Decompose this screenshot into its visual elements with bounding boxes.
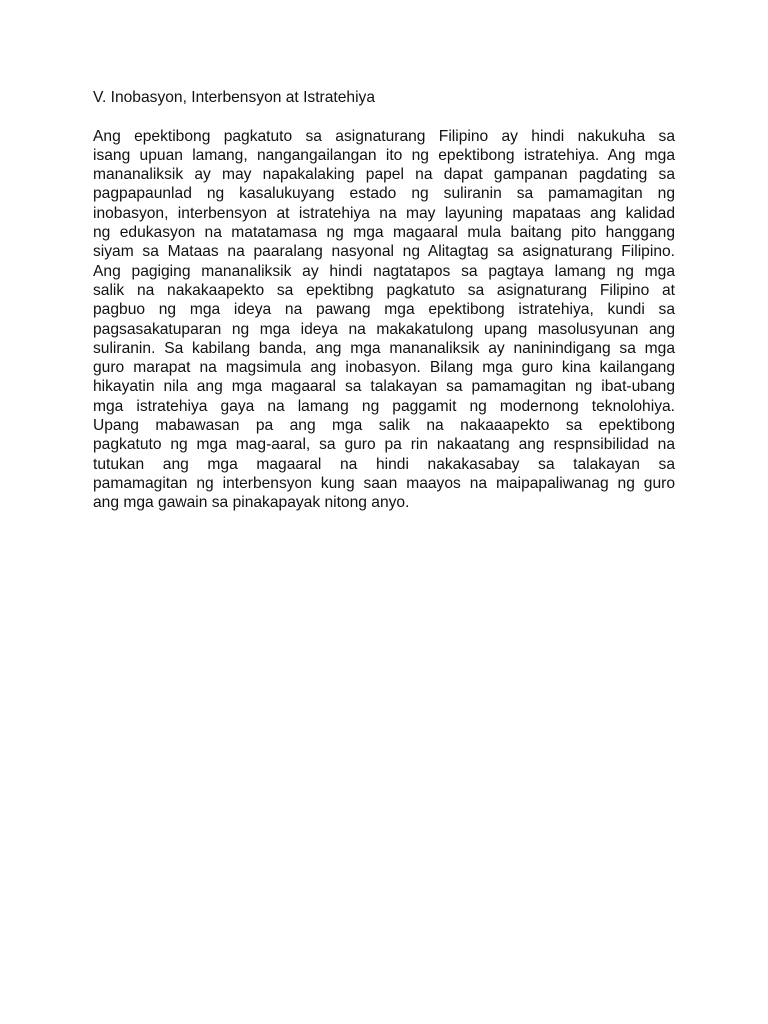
paragraph-line: guro marapat na magsimula ang inobasyon. Bilang mga guro kina kailangang [93, 359, 675, 377]
paragraph-line: hikayatin nila ang mga magaaral sa talakayan sa pamamagitan ng ibat-ubang [93, 378, 675, 396]
paragraph-line: Ang epektibong pagkatuto sa asignaturang Filipino ay hindi nakukuha sa [93, 127, 675, 145]
paragraph-line: Ang pagiging mananaliksik ay hindi nagtatapos sa pagtaya lamang ng mga [93, 262, 675, 280]
body-paragraph [93, 127, 675, 513]
paragraph-line: pagkatuto ng mga mag-aaral, sa guro pa rin nakaatang ang respnsibilidad na [93, 436, 675, 454]
paragraph-line: mananaliksik ay may napakalaking papel na dapat gampanan pagdating sa [93, 166, 675, 184]
paragraph-line: ng edukasyon na matatamasa ng mga magaaral mula baitang pito hanggang [93, 224, 675, 242]
paragraph-line: isang upuan lamang, nangangailangan ito ng epektibong istratehiya. Ang mga [93, 146, 675, 164]
section-heading: V. Inobasyon, Interbensyon at Istratehiya [93, 89, 376, 106]
paragraph-line: ang mga gawain sa pinakapayak nitong anyo. [93, 494, 410, 512]
paragraph-line: pamamagitan ng interbensyon kung saan maayos na maipapaliwanag ng guro [93, 474, 675, 492]
paragraph-line: siyam sa Mataas na paaralang nasyonal ng Alitagtag sa asignaturang Filipino. [93, 243, 675, 261]
paragraph-line: pagsasakatuparan ng mga ideya na makakatulong upang masolusyunan ang [93, 320, 675, 338]
paragraph-line: suliranin. Sa kabilang banda, ang mga mananaliksik ay naninindigang sa mga [93, 339, 675, 357]
paragraph-line: Upang mabawasan pa ang mga salik na nakaaapekto sa epektibong [93, 417, 675, 435]
paragraph-line: salik na nakakaapekto sa epektibng pagkatuto sa asignaturang Filipino at [93, 281, 675, 299]
document-content [93, 88, 675, 513]
paragraph-line: mga istratehiya gaya na lamang ng paggamit ng modernong teknolohiya. [93, 397, 675, 415]
paragraph-line: pagbuo ng mga ideya na pawang mga epektibong istratehiya, kundi sa [93, 301, 675, 319]
paragraph-line: pagpapaunlad ng kasalukuyang estado ng suliranin sa pamamagitan ng [93, 185, 675, 203]
paragraph-line: tutukan ang mga magaaral na hindi nakakasabay sa talakayan sa [93, 455, 675, 473]
paragraph-line: inobasyon, interbensyon at istratehiya na may layuning mapataas ang kalidad [93, 204, 675, 222]
